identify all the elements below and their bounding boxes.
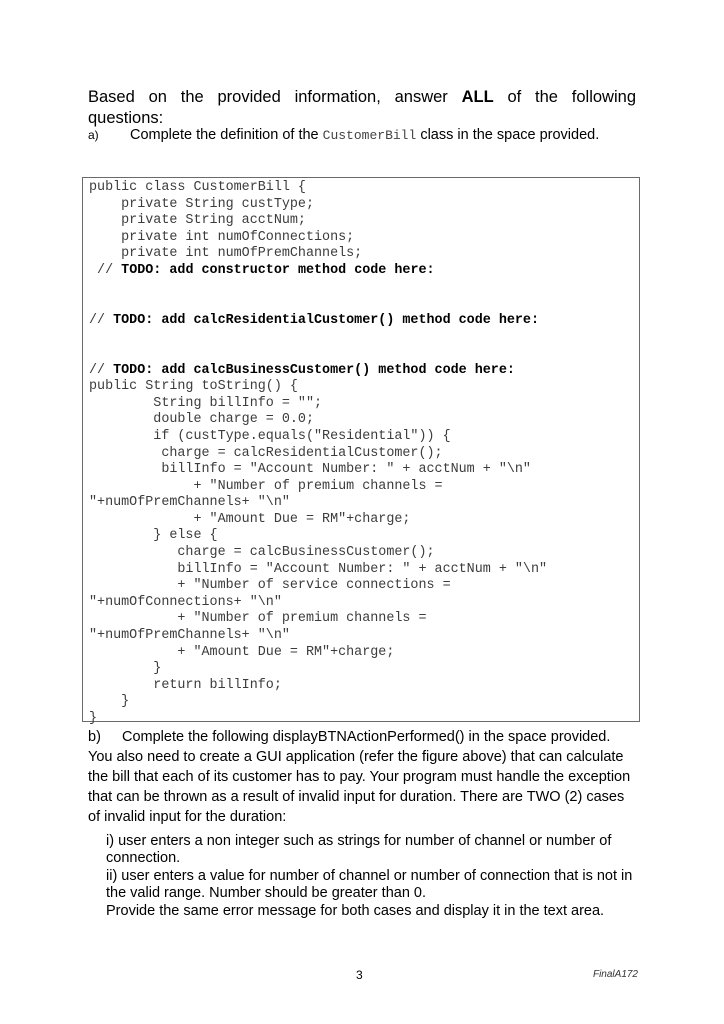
code-line: }	[89, 711, 98, 726]
question-b-paragraph: You also need to create a GUI application (refer the figure above) that can calculate the bill that each of its customer has to pay. Your program must handle the exception that can be thrown as a result of invalid input for duration. There are TWO (2) cases of invalid input for the duration:	[88, 749, 631, 825]
question-a-text-end: class in the space provided.	[420, 127, 600, 143]
code-line: private int numOfConnections;	[89, 229, 355, 245]
intro-text: Based on the provided information, answer	[88, 88, 448, 106]
code-line: } else {	[89, 528, 218, 544]
code-line: + "Number of service connections =	[89, 578, 451, 594]
code-box	[82, 177, 640, 726]
code-line: "+numOfPremChannels+ "\n"	[89, 628, 290, 644]
intro-emphasis: ALL	[461, 88, 494, 106]
intro-paragraph	[88, 87, 636, 129]
code-line: + "Amount Due = RM"+charge;	[89, 511, 411, 527]
code-line: public class CustomerBill {	[89, 180, 306, 195]
question-a	[88, 126, 599, 145]
question-b-label: b)	[88, 729, 101, 745]
code-line: String billInfo = "";	[89, 395, 323, 411]
code-line: public String toString() {	[89, 379, 298, 395]
question-a-text: Complete the definition of the	[130, 127, 319, 143]
code-line: billInfo = "Account Number: " + acctNum + "\n"	[89, 561, 548, 577]
code-line: private int numOfPremChannels;	[89, 246, 363, 262]
case-ii: ii) user enters a value for number of channel or number of connection that is not in the valid range. Number should be greater than 0.	[106, 867, 633, 902]
todo-calc-business: TODO: add calcBusinessCustomer() method code here:	[113, 362, 515, 378]
todo-calc-residential: TODO: add calcResidentialCustomer() method code here:	[113, 312, 540, 328]
question-b	[88, 727, 638, 827]
intro-line-2: questions:	[88, 109, 164, 127]
code-line: }	[89, 661, 162, 677]
case-instruction: Provide the same error message for both cases and display it in the text area.	[106, 902, 605, 919]
code-line: private String custType;	[89, 196, 314, 212]
footer-tag: FinalA172	[592, 969, 638, 980]
question-b-text: Complete the following displayBTNActionPerformed() in the space provided.	[122, 729, 611, 745]
question-a-label: a)	[88, 128, 99, 142]
code-line: "+numOfPremChannels+ "\n"	[89, 495, 290, 511]
case-i: i) user enters a non integer such as strings for number of channel or number of connection.	[106, 833, 612, 867]
code-listing	[89, 180, 547, 728]
code-line: }	[89, 694, 130, 710]
code-line: + "Amount Due = RM"+charge;	[89, 644, 395, 660]
class-name: CustomerBill	[322, 128, 417, 143]
code-line: if (custType.equals("Residential")) {	[89, 428, 451, 444]
code-line: billInfo = "Account Number: " + acctNum + "\n"	[89, 462, 531, 478]
question-b-heading	[88, 727, 638, 747]
code-line: double charge = 0.0;	[89, 412, 314, 428]
code-comment-prefix: //	[89, 262, 122, 278]
code-line: charge = calcResidentialCustomer();	[89, 445, 443, 461]
page-number: 3	[356, 968, 363, 982]
code-line: "+numOfConnections+ "\n"	[89, 594, 282, 610]
code-line: private String acctNum;	[89, 213, 306, 229]
code-line: + "Number of premium channels =	[89, 478, 443, 494]
code-line: return billInfo;	[89, 677, 282, 693]
code-line: + "Number of premium channels =	[89, 611, 427, 627]
invalid-input-cases	[106, 833, 638, 920]
code-comment-prefix: //	[89, 312, 114, 328]
code-comment-prefix: //	[89, 362, 114, 378]
todo-constructor: TODO: add constructor method code here:	[121, 262, 435, 278]
intro-line-1	[88, 87, 636, 108]
intro-text-end: of the following	[507, 88, 636, 106]
code-line: charge = calcBusinessCustomer();	[89, 545, 435, 561]
